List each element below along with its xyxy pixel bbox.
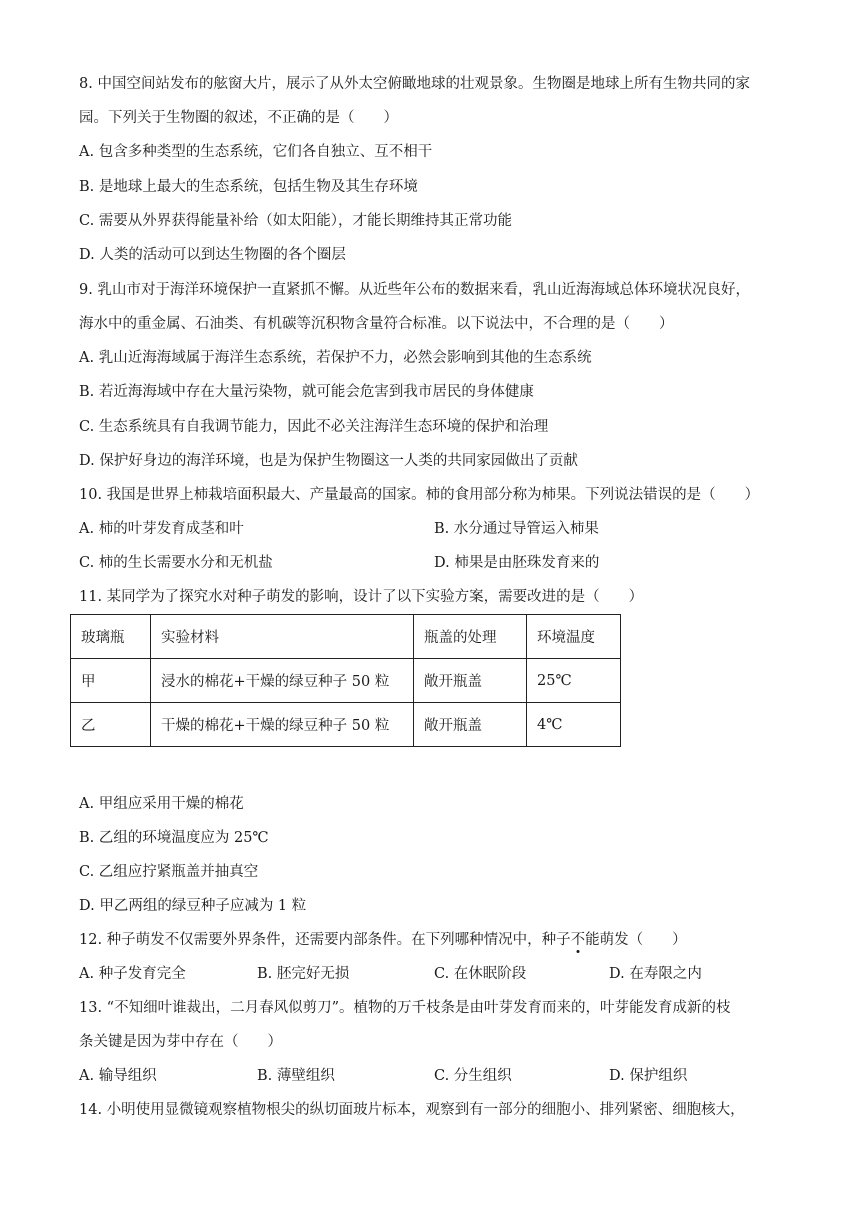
table-cell: 25℃ [527,659,621,703]
table-header-cell: 实验材料 [151,615,414,659]
q8-option-a: A. 包含多种类型的生态系统，它们各自独立、互不相干 [79,144,433,160]
q10-option-d: D. 柿果是由胚珠发育来的 [434,555,600,571]
table-header-cell: 环境温度 [527,615,621,659]
q12-option-c: C. 在休眠阶段 [434,966,527,982]
q11-option-b: B. 乙组的环境温度应为 25℃ [79,830,269,846]
q11-option-d: D. 甲乙两组的绿豆种子应减为 1 粒 [79,898,307,914]
table-cell: 甲 [71,659,151,703]
q12-emphasis-mark: 不 [570,932,586,948]
q8-stem-line1: 8. 中国空间站发布的舷窗大片，展示了从外太空俯瞰地球的壮观景象。生物圈是地球上所有生物共同的家 [79,76,750,92]
q8-stem-line2: 园。下列关于生物圈的叙述，不正确的是（ ） [79,110,398,126]
q13-stem-line1: 13. “不知细叶谁裁出，二月春风似剪刀”。植物的万千枝条是由叶芽发育而来的，叶芽能发育成新的枝 [79,1000,731,1016]
q12-option-a: A. 种子发育完全 [79,966,186,982]
q13-stem-line2: 条关键是因为芽中存在（ ） [79,1034,282,1050]
q9-option-a: A. 乳山近海海域属于海洋生态系统，若保护不力，必然会影响到其他的生态系统 [79,350,592,366]
q13-option-d: D. 保护组织 [609,1068,688,1084]
q10-option-c: C. 柿的生长需要水分和无机盐 [79,555,273,571]
table-cell: 乙 [71,703,151,747]
q13-option-b: B. 薄壁组织 [257,1068,335,1084]
q12-option-b: B. 胚完好无损 [257,966,350,982]
q8-option-b: B. 是地球上最大的生态系统，包括生物及其生存环境 [79,179,418,195]
q11-stem: 11. 某同学为了探究水对种子萌发的影响，设计了以下实验方案，需要改进的是（ ） [79,589,644,605]
q13-option-a: A. 输导组织 [79,1068,157,1084]
q10-stem: 10. 我国是世界上柿栽培面积最大、产量最高的国家。柿的食用部分称为柿果。下列说法错误的是（ ） [79,487,760,503]
q9-option-b: B. 若近海海域中存在大量污染物，就可能会危害到我市居民的身体健康 [79,384,534,400]
table-header-cell: 玻璃瓶 [71,615,151,659]
q10-option-a: A. 柿的叶芽发育成茎和叶 [79,521,244,537]
q12-option-d: D. 在寿限之内 [609,966,702,982]
table-row [71,659,621,703]
q8-option-d: D. 人类的活动可以到达生物圈的各个圈层 [79,247,346,263]
q12-stem-text-end: 能萌发（ ） [585,932,687,948]
q8-option-c: C. 需要从外界获得能量补给（如太阳能），才能长期维持其正常功能 [79,213,513,229]
table-cell: 敞开瓶盖 [414,659,527,703]
q12-stem-text: 12. 种子萌发不仅需要外界条件，还需要内部条件。在下列哪种情况中，种子 [79,932,571,948]
q11-option-c: C. 乙组应拧紧瓶盖并抽真空 [79,864,259,880]
q14-stem-line1: 14. 小明使用显微镜观察植物根尖的纵切面玻片标本，观察到有一部分的细胞小、排列紧密、细胞核大， [79,1102,745,1118]
q9-option-c: C. 生态系统具有自我调节能力，因此不必关注海洋生态环境的保护和治理 [79,419,549,435]
q9-stem-line2: 海水中的重金属、石油类、有机碳等沉积物含量符合标准。以下说法中，不合理的是（ ） [79,316,674,332]
table-cell: 干燥的棉花+干燥的绿豆种子 50 粒 [151,703,414,747]
experiment-table [70,614,621,747]
table-cell: 敞开瓶盖 [414,703,527,747]
table-cell: 4℃ [527,703,621,747]
table-cell: 浸水的棉花+干燥的绿豆种子 50 粒 [151,659,414,703]
q11-option-a: A. 甲组应采用干燥的棉花 [79,796,244,812]
q13-option-c: C. 分生组织 [434,1068,512,1084]
table-header-row [71,615,621,659]
table-header-cell: 瓶盖的处理 [414,615,527,659]
q9-stem-line1: 9. 乳山市对于海洋环境保护一直紧抓不懈。从近些年公布的数据来看，乳山近海海域总体环境状况良好， [79,282,750,298]
table-row [71,703,621,747]
q12-stem [79,930,687,950]
q10-option-b: B. 水分通过导管运入柿果 [434,521,599,537]
q9-option-d: D. 保护好身边的海洋环境，也是为保护生物圈这一人类的共同家园做出了贡献 [79,453,578,469]
